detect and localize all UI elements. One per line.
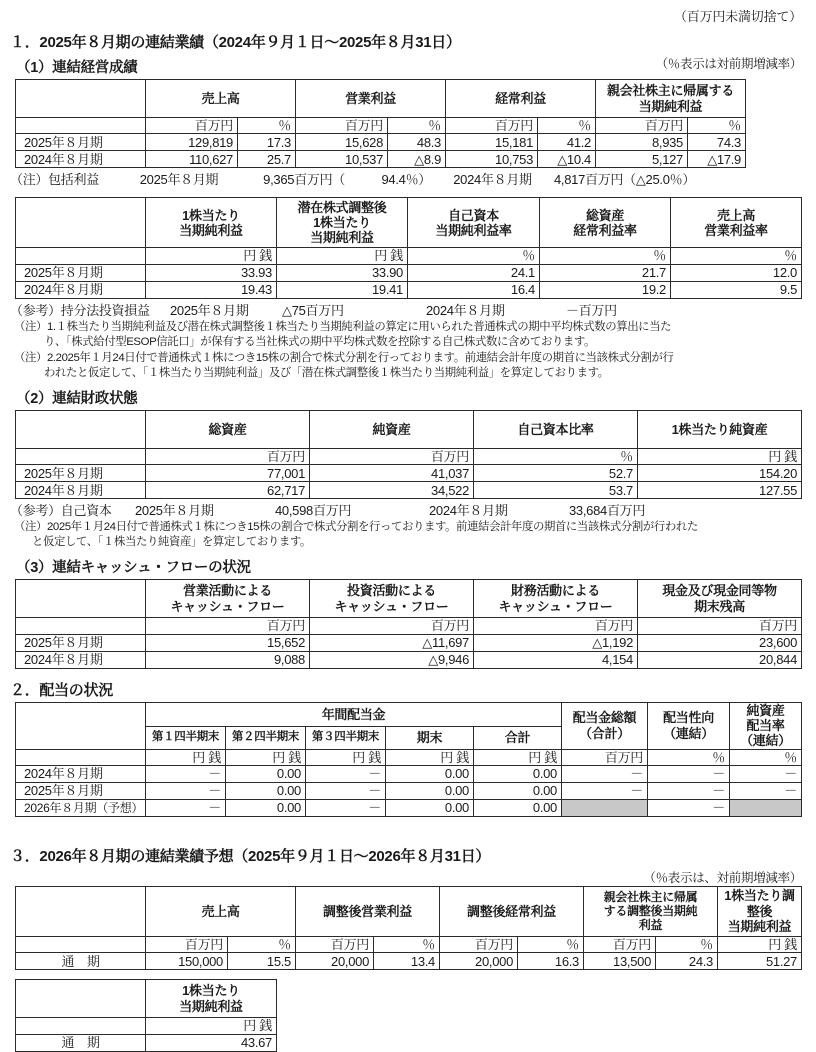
total-dividend-line2: （合計） bbox=[579, 725, 630, 741]
cell-value: 5,127 bbox=[596, 151, 688, 168]
col-header-total-dividend-amount bbox=[562, 702, 648, 749]
ci-value-1: 9,365百万円（ bbox=[263, 172, 345, 188]
forecast-eps-line1: 1株当たり bbox=[182, 983, 240, 999]
cash-flow-table bbox=[15, 579, 802, 668]
cell-value: 20,844 bbox=[638, 651, 802, 668]
unit-q2: 円 銭 bbox=[226, 749, 306, 765]
cell-value: 24.1 bbox=[408, 264, 540, 281]
corner-cell bbox=[16, 198, 146, 248]
col-header-net-assets: 純資産 bbox=[310, 410, 474, 448]
note-1 bbox=[14, 320, 816, 350]
col-header-q1: 第１四半期末 bbox=[146, 727, 226, 749]
unit-total-amount: 百万円 bbox=[562, 749, 648, 765]
unit-ord-pct: ％ bbox=[538, 118, 596, 134]
unit-adj-op-pct: ％ bbox=[374, 936, 440, 952]
cell-value: 127.55 bbox=[638, 482, 802, 499]
adj-net-line1: 親会社株主に帰属 bbox=[603, 890, 698, 905]
forecast-note: （％表示は、対前期増減率） bbox=[643, 870, 802, 885]
cell-adj-net: 13,500 bbox=[584, 953, 656, 970]
dor-line1: 純資産 bbox=[746, 702, 785, 718]
equity-method-label: （参考）持分法投資損益 bbox=[10, 302, 150, 318]
cell-q2: 0.00 bbox=[226, 782, 306, 799]
se-period-2: 2024年８月期 bbox=[429, 503, 508, 519]
unit-opmargin: ％ bbox=[671, 248, 802, 264]
ci-period-2: 2024年８月期 bbox=[453, 172, 532, 188]
col-header-cash-balance-line1: 現金及び現金同等物 bbox=[662, 583, 777, 599]
corner-cell bbox=[16, 580, 146, 618]
unit-op-money: 百万円 bbox=[296, 118, 388, 134]
ci-value-2: 4,817百万円（△25.0％） bbox=[554, 172, 696, 188]
unit-adj-eps: 円 銭 bbox=[718, 936, 802, 952]
cell-value: 23,600 bbox=[638, 634, 802, 651]
unit-year-end: 円 銭 bbox=[386, 749, 474, 765]
unit-row-label bbox=[16, 618, 146, 634]
unit-adj-net: 百万円 bbox=[584, 936, 656, 952]
unit-eps: 円 銭 bbox=[146, 248, 277, 264]
col-header-investing-cf-line1: 投資活動による bbox=[347, 583, 436, 599]
cell-value: △8.9 bbox=[388, 151, 446, 168]
adj-net-line3: 利益 bbox=[638, 918, 663, 933]
note-1-line2: り、「株式給付型ESOP信託口」が保有する当社株式の期中平均株式数を控除する自己株式数に含めております。 bbox=[44, 335, 595, 348]
unit-row-label bbox=[16, 749, 146, 765]
table-header-row bbox=[16, 198, 802, 248]
table-header-row bbox=[16, 980, 277, 1018]
unit-row bbox=[16, 936, 802, 952]
col-header-diluted-eps-line1: 潜在株式調整後 bbox=[297, 199, 387, 215]
cell-adj-op-pct: 13.4 bbox=[374, 953, 440, 970]
unit-roe: ％ bbox=[408, 248, 540, 264]
unit-row-label bbox=[16, 448, 146, 464]
col-header-dividend-on-equity bbox=[730, 702, 802, 749]
unit-row bbox=[16, 118, 746, 134]
cell-payout: － bbox=[648, 765, 730, 782]
unit-diluted-eps: 円 銭 bbox=[277, 248, 408, 264]
col-header-net-income-line1: 親会社株主に帰属する bbox=[606, 83, 734, 99]
payout-ratio-line2: （連結） bbox=[663, 725, 714, 741]
comprehensive-income-label: （注）包括利益 bbox=[10, 172, 99, 188]
row-label: 2025年８月期 bbox=[16, 782, 146, 799]
col-header-financing-cf-line1: 財務活動による bbox=[511, 583, 600, 599]
cell-value: 19.2 bbox=[540, 281, 671, 298]
cell-value: 8,935 bbox=[596, 134, 688, 151]
table-header-row bbox=[16, 886, 802, 936]
col-header-diluted-eps bbox=[277, 198, 408, 248]
unit-row bbox=[16, 448, 802, 464]
table-row bbox=[16, 134, 746, 151]
cell-adj-ord: 20,000 bbox=[440, 953, 518, 970]
note-3-line1: 2025年１月24日付で普通株式１株につき15株の割合で株式分割を行っております。前連結会計年度の期首に当該株式分割が行われた bbox=[46, 521, 698, 534]
col-header-total: 合計 bbox=[474, 727, 562, 749]
col-header-annual-dividends: 年間配当金 bbox=[146, 702, 562, 727]
financial-position-table bbox=[15, 410, 802, 499]
note-2-label: （注）2. bbox=[14, 351, 56, 364]
em-period-1: 2025年８月期 bbox=[170, 302, 249, 318]
em-value-2: －百万円 bbox=[566, 302, 617, 318]
unit-forecast-sales: 百万円 bbox=[146, 936, 228, 952]
total-dividend-line1: 配当金総額 bbox=[572, 710, 637, 726]
cell-adj-eps: 51.27 bbox=[718, 953, 802, 970]
unit-dor: ％ bbox=[730, 749, 802, 765]
cell-year-end: 0.00 bbox=[386, 782, 474, 799]
forecast-eps-line2: 当期純利益 bbox=[179, 998, 243, 1014]
unit-payout: ％ bbox=[648, 749, 730, 765]
note-3-line2: と仮定して、「１株当たり純資産」を算定しております。 bbox=[32, 536, 311, 549]
dor-line2: 配当率 bbox=[746, 717, 785, 733]
forecast-title: ３．2026年８月期の連結業績予想（2025年９月１日～2026年８月31日） bbox=[10, 847, 491, 865]
col-header-operating-cf-line2: キャッシュ・フロー bbox=[170, 598, 285, 614]
unit-adj-op: 百万円 bbox=[296, 936, 374, 952]
col-header-roe-line1: 自己資本 bbox=[448, 207, 499, 223]
dividends-title: ２．配当の状況 bbox=[10, 681, 113, 699]
col-header-forecast-eps bbox=[146, 980, 277, 1018]
col-header-opmargin-line2: 営業利益率 bbox=[704, 222, 768, 238]
cell-adj-ord-pct: 16.3 bbox=[518, 953, 584, 970]
cell-value: 41,037 bbox=[310, 465, 474, 482]
corner-cell bbox=[16, 886, 146, 936]
unit-row-label bbox=[16, 936, 146, 952]
cell-value: 48.3 bbox=[388, 134, 446, 151]
cell-value: △1,192 bbox=[474, 634, 638, 651]
row-label: 2024年８月期 bbox=[16, 151, 146, 168]
cell-total: 0.00 bbox=[474, 799, 562, 816]
note-2-line2: われたと仮定して、「１株当たり当期純利益」及び「潜在株式調整後１株当たり当期純利益」を算定しております。 bbox=[44, 366, 609, 379]
cell-q1: － bbox=[146, 782, 226, 799]
col-header-eps bbox=[146, 198, 277, 248]
table-row-forecast bbox=[16, 799, 802, 816]
cell-value: 9.5 bbox=[671, 281, 802, 298]
cell-year-end: 0.00 bbox=[386, 765, 474, 782]
cell-adj-net-pct: 24.3 bbox=[656, 953, 718, 970]
em-value-1: △75百万円 bbox=[282, 302, 344, 318]
cell-year-end: 0.00 bbox=[386, 799, 474, 816]
table-row bbox=[16, 482, 802, 499]
col-header-bps: 1株当たり純資産 bbox=[638, 410, 802, 448]
cell-total-amount: － bbox=[562, 765, 648, 782]
cell-value: 15,652 bbox=[146, 634, 310, 651]
unit-ord-money: 百万円 bbox=[446, 118, 538, 134]
corner-cell bbox=[16, 410, 146, 448]
col-header-opmargin-line1: 売上高 bbox=[716, 207, 756, 223]
cell-dor: － bbox=[730, 782, 802, 799]
unit-total: 円 銭 bbox=[474, 749, 562, 765]
col-header-forecast-sales: 売上高 bbox=[146, 886, 296, 936]
cell-value: 19.41 bbox=[277, 281, 408, 298]
cell-value: 110,627 bbox=[146, 151, 238, 168]
unit-net-assets: 百万円 bbox=[310, 448, 474, 464]
row-label: 2025年８月期 bbox=[16, 634, 146, 651]
table-header-row bbox=[16, 580, 802, 618]
unit-roa: ％ bbox=[540, 248, 671, 264]
section1-sub1-title: （1）連結経営成績 bbox=[16, 60, 138, 76]
col-header-year-end: 期末 bbox=[386, 727, 474, 749]
table-row bbox=[16, 264, 802, 281]
cell-forecast-sales: 150,000 bbox=[146, 953, 228, 970]
cell-value: △10.4 bbox=[538, 151, 596, 168]
note-3 bbox=[14, 520, 816, 550]
row-label: 2024年８月期 bbox=[16, 765, 146, 782]
col-header-roa-line2: 経常利益率 bbox=[573, 222, 637, 238]
col-header-roa-line1: 総資産 bbox=[585, 207, 625, 223]
note-3-label: （注） bbox=[14, 521, 47, 534]
per-share-metrics-table bbox=[15, 197, 802, 298]
note-2-line1: 2025年１月24日付で普通株式１株につき15株の割合で株式分割を行っております。前連結会計年度の期首に当該株式分割が行 bbox=[55, 351, 674, 364]
unit-q3: 円 銭 bbox=[306, 749, 386, 765]
row-label: 2024年８月期 bbox=[16, 281, 146, 298]
cell-dor: － bbox=[730, 765, 802, 782]
cell-q2: 0.00 bbox=[226, 765, 306, 782]
ci-period-1: 2025年８月期 bbox=[139, 172, 219, 188]
table-row bbox=[16, 1034, 277, 1051]
col-header-diluted-eps-line2: 1株当たり bbox=[313, 215, 371, 231]
consolidated-results-table bbox=[15, 79, 746, 168]
col-header-cash-balance-line2: 期末残高 bbox=[694, 598, 745, 614]
forecast-eps-table bbox=[15, 979, 277, 1051]
row-label: 通 期 bbox=[16, 953, 146, 970]
cell-value: 77,001 bbox=[146, 465, 310, 482]
comprehensive-income-note bbox=[10, 169, 816, 188]
cell-value: 33.90 bbox=[277, 264, 408, 281]
dividends-table bbox=[15, 702, 802, 817]
adj-net-line2: する調整後当期純 bbox=[603, 904, 698, 919]
col-header-investing-cf-line2: キャッシュ・フロー bbox=[334, 598, 449, 614]
cell-value: 10,753 bbox=[446, 151, 538, 168]
unit-row bbox=[16, 1018, 277, 1034]
table-row bbox=[16, 281, 802, 298]
payout-ratio-line1: 配当性向 bbox=[663, 710, 714, 726]
cell-value: 53.7 bbox=[474, 482, 638, 499]
row-label: 2024年８月期 bbox=[16, 651, 146, 668]
section1-title: １．2025年８月期の連結業績（2024年９月１日～2025年８月31日） bbox=[10, 34, 461, 51]
row-label: 通 期 bbox=[16, 1034, 146, 1051]
cell-value: 52.7 bbox=[474, 465, 638, 482]
col-header-q2: 第２四半期末 bbox=[226, 727, 306, 749]
table-header-row bbox=[16, 702, 802, 727]
cell-value: 12.0 bbox=[671, 264, 802, 281]
cell-q3: － bbox=[306, 799, 386, 816]
unit-operating-cf: 百万円 bbox=[146, 618, 310, 634]
row-label: 2025年８月期 bbox=[16, 264, 146, 281]
cell-q2: 0.00 bbox=[226, 799, 306, 816]
table-row bbox=[16, 651, 802, 668]
col-header-adjusted-ordinary-profit: 調整後経常利益 bbox=[440, 886, 584, 936]
em-period-2: 2024年８月期 bbox=[426, 302, 505, 318]
unit-net-pct: ％ bbox=[688, 118, 746, 134]
unit-row-label bbox=[16, 118, 146, 134]
section1-sub1-note: （％表示は対前期増減率） bbox=[655, 57, 802, 71]
cell-value: 34,522 bbox=[310, 482, 474, 499]
unit-equity-ratio: ％ bbox=[474, 448, 638, 464]
cell-payout: － bbox=[648, 782, 730, 799]
unit-row bbox=[16, 248, 802, 264]
col-header-roe bbox=[408, 198, 540, 248]
unit-row bbox=[16, 749, 802, 765]
table-row bbox=[16, 634, 802, 651]
unit-row-label bbox=[16, 248, 146, 264]
rounding-note: （百万円未満切捨て） bbox=[673, 9, 802, 24]
col-header-total-assets: 総資産 bbox=[146, 410, 310, 448]
cell-value: 129,819 bbox=[146, 134, 238, 151]
col-header-operating-profit: 営業利益 bbox=[296, 80, 446, 118]
corner-cell bbox=[16, 980, 146, 1018]
col-header-ordinary-profit: 経常利益 bbox=[446, 80, 596, 118]
col-header-opmargin bbox=[671, 198, 802, 248]
row-label: 2024年８月期 bbox=[16, 482, 146, 499]
col-header-eps-line2: 当期純利益 bbox=[179, 222, 243, 238]
col-header-q3: 第３四半期末 bbox=[306, 727, 386, 749]
col-header-adjusted-net-income bbox=[584, 886, 718, 936]
unit-forecast-eps: 円 銭 bbox=[146, 1018, 277, 1034]
col-header-net-income bbox=[596, 80, 746, 118]
cell-value: 25.7 bbox=[238, 151, 296, 168]
note-1-line1: １株当たり当期純利益及び潜在株式調整後１株当たり当期純利益の算定に用いられた普通株式の期中平均株式数の算出に当た bbox=[55, 320, 672, 333]
col-header-investing-cf bbox=[310, 580, 474, 618]
table-row bbox=[16, 465, 802, 482]
unit-investing-cf: 百万円 bbox=[310, 618, 474, 634]
col-header-diluted-eps-line3: 当期純利益 bbox=[310, 230, 374, 246]
cell-value: △9,946 bbox=[310, 651, 474, 668]
corner-cell bbox=[16, 80, 146, 118]
forecast-table bbox=[15, 886, 802, 970]
col-header-financing-cf bbox=[474, 580, 638, 618]
col-header-eps-line1: 1株当たり bbox=[182, 207, 240, 223]
cell-forecast-sales-pct: 15.5 bbox=[228, 953, 296, 970]
unit-q1: 円 銭 bbox=[146, 749, 226, 765]
col-header-adjusted-eps bbox=[718, 886, 802, 936]
cell-q3: － bbox=[306, 765, 386, 782]
table-header-row bbox=[16, 80, 746, 118]
ci-pct-1: 94.4％） bbox=[381, 172, 431, 188]
unit-op-pct: ％ bbox=[388, 118, 446, 134]
adj-eps-line1: 1株当たり調整後 bbox=[724, 888, 795, 919]
section2-title: （2）連結財政状態 bbox=[16, 390, 138, 407]
se-value-1: 40,598百万円 bbox=[275, 503, 352, 519]
cell-value: 17.3 bbox=[238, 134, 296, 151]
note-1-label: （注）1. bbox=[14, 320, 56, 333]
unit-bps: 円 銭 bbox=[638, 448, 802, 464]
unit-forecast-sales-pct: ％ bbox=[228, 936, 296, 952]
cell-value: 33.93 bbox=[146, 264, 277, 281]
table-row bbox=[16, 765, 802, 782]
unit-total-assets: 百万円 bbox=[146, 448, 310, 464]
equity-method-note bbox=[10, 300, 816, 319]
cell-q1: － bbox=[146, 799, 226, 816]
col-header-payout-ratio bbox=[648, 702, 730, 749]
cell-total: 0.00 bbox=[474, 782, 562, 799]
cell-adj-op: 20,000 bbox=[296, 953, 374, 970]
cell-value: 10,537 bbox=[296, 151, 388, 168]
unit-sales-pct: ％ bbox=[238, 118, 296, 134]
cell-value: 41.2 bbox=[538, 134, 596, 151]
table-row bbox=[16, 953, 802, 970]
cell-value: 19.43 bbox=[146, 281, 277, 298]
cell-total-amount bbox=[562, 799, 648, 816]
unit-adj-ord-pct: ％ bbox=[518, 936, 584, 952]
col-header-adjusted-operating-profit: 調整後営業利益 bbox=[296, 886, 440, 936]
cell-value: 4,154 bbox=[474, 651, 638, 668]
cell-forecast-eps: 43.67 bbox=[146, 1034, 277, 1051]
cell-total-amount: － bbox=[562, 782, 648, 799]
col-header-cash-balance bbox=[638, 580, 802, 618]
cell-value: 9,088 bbox=[146, 651, 310, 668]
col-header-sales: 売上高 bbox=[146, 80, 296, 118]
cell-value: △11,697 bbox=[310, 634, 474, 651]
col-header-equity-ratio: 自己資本比率 bbox=[474, 410, 638, 448]
col-header-operating-cf-line1: 営業活動による bbox=[183, 583, 272, 599]
dor-line3: （連結） bbox=[740, 733, 791, 749]
unit-row-label bbox=[16, 1018, 146, 1034]
row-label: 2026年８月期（予想） bbox=[16, 799, 146, 816]
col-header-roe-line2: 当期純利益率 bbox=[435, 222, 512, 238]
unit-row bbox=[16, 618, 802, 634]
col-header-operating-cf bbox=[146, 580, 310, 618]
cell-total: 0.00 bbox=[474, 765, 562, 782]
table-header-row bbox=[16, 410, 802, 448]
shareholders-equity-note bbox=[10, 500, 816, 519]
corner-cell bbox=[16, 702, 146, 749]
unit-cash-balance: 百万円 bbox=[638, 618, 802, 634]
se-period-1: 2025年８月期 bbox=[135, 503, 214, 519]
cell-payout: － bbox=[648, 799, 730, 816]
unit-sales-money: 百万円 bbox=[146, 118, 238, 134]
cell-value: 16.4 bbox=[408, 281, 540, 298]
note-2 bbox=[14, 351, 816, 381]
cell-value: 74.3 bbox=[688, 134, 746, 151]
adj-eps-line2: 当期純利益 bbox=[727, 919, 792, 935]
cell-value: 62,717 bbox=[146, 482, 310, 499]
table-row bbox=[16, 151, 746, 168]
cell-q1: － bbox=[146, 765, 226, 782]
cell-value: △17.9 bbox=[688, 151, 746, 168]
section3-title: （3）連結キャッシュ・フローの状況 bbox=[16, 560, 251, 577]
se-value-2: 33,684百万円 bbox=[569, 503, 646, 519]
row-label: 2025年８月期 bbox=[16, 134, 146, 151]
col-header-net-income-line2: 当期純利益 bbox=[638, 98, 703, 114]
col-header-roa bbox=[540, 198, 671, 248]
cell-dor bbox=[730, 799, 802, 816]
cell-q3: － bbox=[306, 782, 386, 799]
unit-adj-ord: 百万円 bbox=[440, 936, 518, 952]
unit-net-money: 百万円 bbox=[596, 118, 688, 134]
unit-financing-cf: 百万円 bbox=[474, 618, 638, 634]
cell-value: 21.7 bbox=[540, 264, 671, 281]
table-row bbox=[16, 782, 802, 799]
se-label: （参考）自己資本 bbox=[10, 503, 112, 519]
col-header-financing-cf-line2: キャッシュ・フロー bbox=[498, 598, 613, 614]
cell-value: 15,181 bbox=[446, 134, 538, 151]
cell-value: 154.20 bbox=[638, 465, 802, 482]
row-label: 2025年８月期 bbox=[16, 465, 146, 482]
cell-value: 15,628 bbox=[296, 134, 388, 151]
unit-adj-net-pct: ％ bbox=[656, 936, 718, 952]
